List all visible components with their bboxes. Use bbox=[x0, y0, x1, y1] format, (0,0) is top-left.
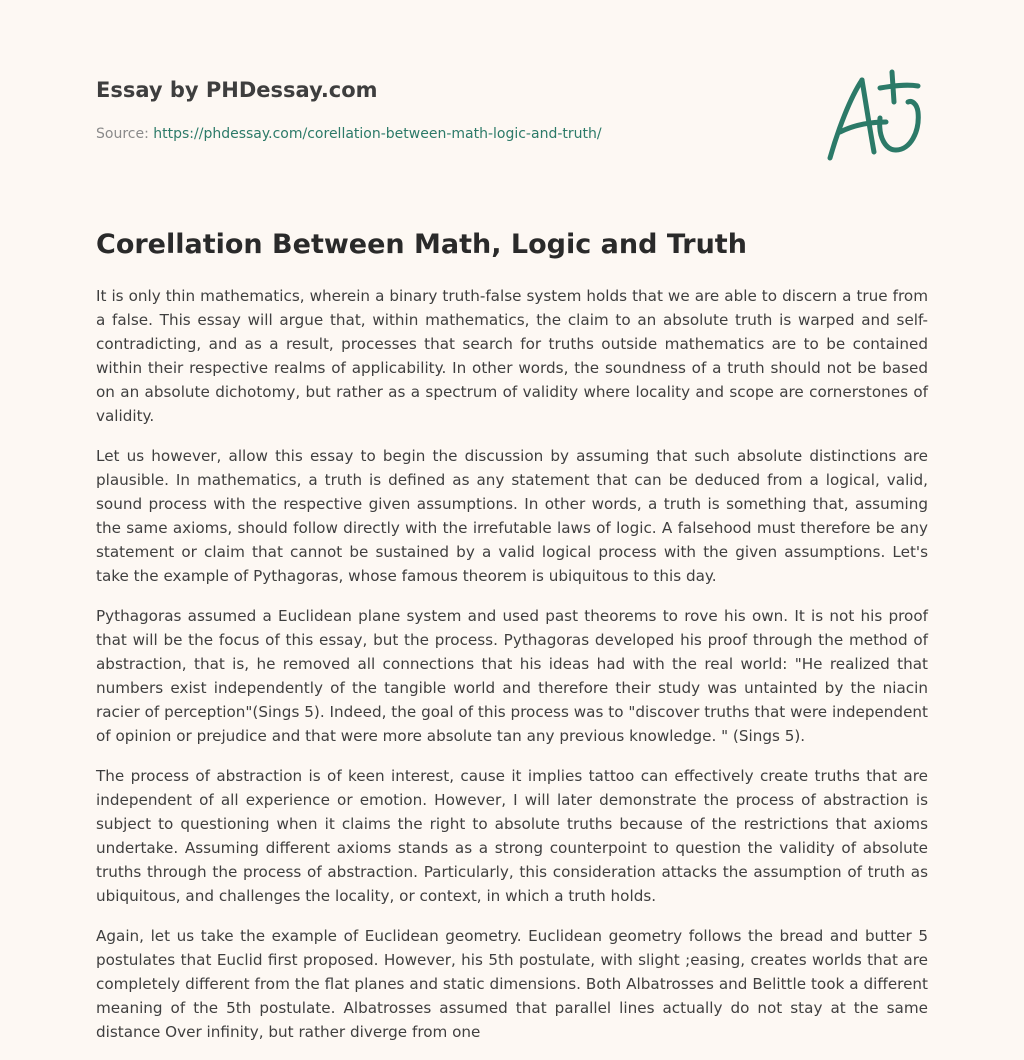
essay-title: Corellation Between Math, Logic and Truth bbox=[96, 229, 747, 260]
site-brand: Essay by PHDessay.com bbox=[96, 78, 378, 102]
essay-paragraph: Again, let us take the example of Euclidean geometry. Euclidean geometry follows the bread and butter 5 postulates that Euclid first proposed. However, his 5th postulate, with slight ;easing, creates worlds that are completely different from the flat planes and static dimensions. Both Albatrosses and Belittle took a different meaning of the 5th postulate. Albatrosses assumed that parallel lines actually do not stay at the same distance Over infinity, but rather diverge from one bbox=[96, 927, 928, 1041]
essay-paragraph: Let us however, allow this essay to begin the discussion by assuming that such absolute distinctions are plausible. In mathematics, a truth is defined as any statement that can be deduced from a logical, valid, sound process with the respective given assumptions. In other words, a truth is something that, assuming the same axioms, should follow directly with the irrefutable laws of logic. A falsehood must therefore be any statement or claim that cannot be sustained by a valid logical process with the given assumptions. Let's take the example of Pythagoras, whose famous theorem is ubiquitous to this day. bbox=[96, 447, 928, 585]
essay-paragraph: Pythagoras assumed a Euclidean plane system and used past theorems to rove his own. It is not his proof that will be the focus of this essay, but the process. Pythagoras developed his proof through the method of abstraction, that is, he removed all connections that his ideas had with the real world: "He realized that numbers exist independently of the tangible world and therefore their study was untainted by the niacin racier of perception"(Sings 5). Indeed, the goal of this process was to "discover truths that were independent of opinion or prejudice and that were more absolute tan any previous knowledge. " (Sings 5). bbox=[96, 607, 928, 745]
a-plus-grade-logo-icon bbox=[822, 68, 932, 168]
page-header bbox=[96, 76, 796, 144]
source-line bbox=[96, 124, 796, 144]
source-link[interactable]: https://phdessay.com/corellation-between-math-logic-and-truth/ bbox=[153, 126, 602, 142]
essay-paragraph: The process of abstraction is of keen interest, cause it implies tattoo can effectively create truths that are independent of all experience or emotion. However, I will later demonstrate the process of abstraction is subject to questioning when it claims the right to absolute truths because of the restrictions that axioms undertake. Assuming different axioms stands as a strong counterpoint to question the validity of absolute truths through the process of abstraction. Particularly, this consideration attacks the assumption of truth as ubiquitous, and challenges the locality, or context, in which a truth holds. bbox=[96, 767, 928, 905]
essay-paragraph: It is only thin mathematics, wherein a binary truth-false system holds that we are able to discern a true from a false. This essay will argue that, within mathematics, the claim to an absolute truth is warped and self-contradicting, and as a result, processes that search for truths outside mathematics are to be contained within their respective realms of applicability. In other words, the soundness of a truth should not be based on an absolute dichotomy, but rather as a spectrum of validity where locality and scope are cornerstones of validity. bbox=[96, 287, 928, 425]
essay-body bbox=[96, 284, 928, 1060]
source-label: Source: bbox=[96, 126, 154, 142]
